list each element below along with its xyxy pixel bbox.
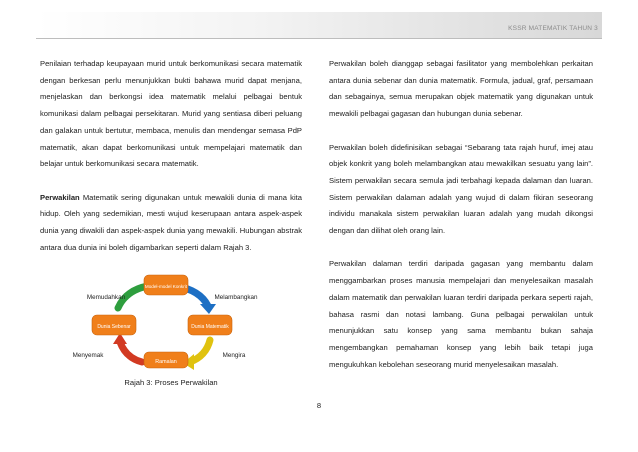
node-left-label: Dunia Sebenar [97,324,131,330]
left-paragraph-2 [40,190,302,257]
figure-caption: Rajah 3: Proses Perwakilan [124,378,218,387]
label-memudahkan: Memudahkan [86,294,126,301]
arrow-melambangkan-head [200,304,216,314]
right-paragraph-3: Perwakilan dalaman terdiri daripada gagasan yang membantu dalam menggambarkan proses manusia mempelajari dan menyelesaikan masalah dalam matematik dan perwakilan luaran terdiri daripada perkara seperti rajah, bahasa rasmi dan notasi lambang. Guna pelbagai perwakilan untuk menunjukkan satu konsep yang sama membantu bukan sahaja mengembangkan pemahaman konsep yang lebih baik tetapi juga mengukuhkan kebolehan seseorang murid menyelesaikan masalah. [329,259,593,369]
right-column [329,56,593,373]
term-perwakilan: Perwakilan [40,192,80,202]
right-paragraph-1: Perwakilan boleh dianggap sebagai fasilitator yang membolehkan perkaitan antara dunia sebenar dan dunia matematik. Formula, jadual, graf, persamaan dan sebagainya, semua merupakan objek matematik yang digunakan untuk mewakili pelbagai gagasan dan hubungan dunia sebenar. [329,59,593,119]
label-menyemak: Menyemak [72,352,104,359]
left-paragraph-2-body: Matematik sering digunakan untuk mewakili dunia di mana kita hidup. Oleh yang sedemikian, mesti wujud keserupaan antara aspek-aspek dunia yang diwakili dan aspek-aspek dunia yang mewakili. Hubungan abstrak antara dua dunia ini boleh digambarkan seperti dalam Rajah 3. [40,192,302,252]
page-header [36,12,602,39]
page-number: 8 [316,401,322,410]
left-paragraph-1: Penilaian terhadap keupayaan murid untuk berkomunikasi secara matematik dengan berkesan perlu menunjukkan bukti bahawa murid dapat menjana, menjelaskan dan berkongsi idea matematik melalui pelbagai bentuk komunikasi dalam pelbagai persekitaran. Murid yang sentiasa diberi peluang dan galakan untuk bertutur, membaca, menulis dan mendengar semasa PdP matematik, akan dapat berkomunikasi untuk mempelajari matematik dan belajar untuk berkomunikasi secara matematik. [40,59,302,169]
representation-process-diagram [66,272,270,376]
right-paragraph-2: Perwakilan boleh didefinisikan sebagai “Sebarang tata rajah huruf, imej atau objek konkrit yang boleh melambangkan atau mewakilkan sesuatu yang lain”. Sistem perwakilan secara semula jadi terbahagi kepada dalaman dan luaran. Sistem perwakilan dalaman adalah yang wujud di dalam fikiran seseorang individu manakala sistem perwakilan luaran adalah yang mudah dikongsi dengan dan dilihat oleh orang lain. [329,142,593,236]
node-right-label: Dunia Matematik [191,324,229,330]
left-column [40,56,302,256]
node-top-label: Model-model Konkrit [144,284,188,289]
arrow-menyemak [120,342,142,362]
diagram-svg [66,272,270,376]
label-mengira: Mengira [222,352,246,359]
node-bottom-label: Ramalan [155,359,177,365]
header-title: KSSR MATEMATIK TAHUN 3 [508,25,598,32]
label-melambangkan: Melambangkan [214,294,258,301]
